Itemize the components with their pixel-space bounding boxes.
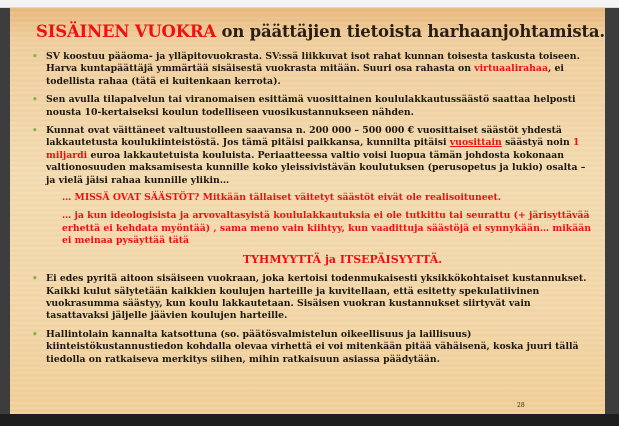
left-frame bbox=[0, 8, 10, 414]
bullet-text: , ei todellista rahaa (tätä ei kuitenkaan kerrota). bbox=[46, 63, 564, 87]
callout-ideology: … ja kun ideologisista ja arvovaltasyistä koululakkautuksia ei ole tutkittu tai seurattu (+ järisyttävää erhettä ei kehdata myöntää) , sama meno vain kiihtyy, kun vaadittuja säästöjä ei synnykään… mikään ei meinaa pysäyttää tätä bbox=[62, 210, 591, 247]
bullet-icon: • bbox=[32, 274, 38, 285]
slide-content bbox=[30, 51, 595, 372]
callout-savings: … MISSÄ OVAT SÄÄSTÖT? Mitkään tällaiset väitetyt säästöt eivät ole realisoituneet. bbox=[62, 192, 502, 204]
highlight-billion: 1 miljardi bbox=[46, 137, 580, 161]
page-number: 28 bbox=[517, 402, 525, 409]
bullet-item bbox=[30, 125, 595, 187]
bullet-text: säästyä noin bbox=[501, 137, 574, 149]
bullet-item bbox=[30, 329, 595, 366]
bullet-item bbox=[30, 51, 595, 88]
bottom-frame bbox=[0, 414, 619, 426]
bullet-text: SV koostuu pääoma- ja ylläpitovuokrasta. SV:ssä liikkuvat isot rahat kunnan toisesta taskusta toiseen. Harva kuntapäättäjä ymmärtää sisäisestä vuokrasta mitään. Suuri osa rahasta on bbox=[46, 51, 580, 75]
window-top-bar bbox=[0, 0, 619, 8]
right-frame bbox=[605, 8, 619, 414]
bullet-text: Hallintolain kannalta katsottuna (so. päätösvalmistelun oikeellisuus ja laillisuus) kiinteistökustannustiedon kohdalla olevaa virhettä ei voi mitenkään pitää vähäisenä, koska juuri tällä tiedolla on ratkaiseva merkitys siihen, mihin ratkaisuun asiassa päädytään. bbox=[46, 328, 579, 365]
bullet-icon: • bbox=[32, 329, 38, 340]
link-vuosittain[interactable]: vuosittain bbox=[449, 137, 502, 149]
title-highlight: SISÄINEN VUOKRA bbox=[36, 22, 216, 41]
slide-title bbox=[36, 22, 605, 41]
highlight-virtual-money: virtuaalirahaa bbox=[474, 63, 548, 75]
title-rest: on päättäjien tietoista harhaanjohtamista. bbox=[215, 22, 605, 41]
bullet-item bbox=[30, 273, 595, 323]
bullet-text: Kunnat ovat väittäneet valtuustolleen saavansa n. 200 000 – 500 000 € vuosittaiset säästöt yhdestä lakkautetusta koulukiinteistöstä. Jos tämä pitäisi paikkansa, kunnilta pitäisi bbox=[46, 125, 562, 149]
bullet-item bbox=[30, 94, 595, 119]
callout-stupidity: TYHMYYTTÄ ja ITSEPÄISYYTTÄ. bbox=[242, 252, 443, 266]
bullet-text: Ei edes pyritä aitoon sisäiseen vuokraan, joka kertoisi todenmukaisesti yksikkökohtaiset kustannukset. Kaikki kulut sälytetään kaikkien koulujen harteille ja kuvitellaan, että esitetty spekulatiivinen vuokrasumma säästyy, kun koulu lakkautetaan. Sisäisen vuokran kustannukset siirtyvät vain tasattavaksi jäljelle jäävien koulujen harteille. bbox=[46, 273, 587, 322]
bullet-icon: • bbox=[32, 52, 38, 62]
bullet-icon: • bbox=[32, 95, 38, 106]
presentation-slide bbox=[10, 8, 605, 414]
bullet-text: euroa lakkautetuista kouluista. Periaatteessa valtio voisi luopua tämän johdosta kokonaan valtionosuuden maksamisesta kunnille koko yleissivistävän koulutuksen (perusopetus ja lukio) osalta – ja vielä jäisi rahaa kunnille ylikin… bbox=[46, 149, 586, 186]
bullet-icon: • bbox=[32, 126, 38, 137]
bullet-text: Sen avulla tilapalvelun tai viranomaisen esittämä vuosittainen koululakkautussäästö saattaa helposti nousta 10-kertaiseksi koulun todelliseen vuosikustannukseen nähden. bbox=[46, 94, 576, 118]
